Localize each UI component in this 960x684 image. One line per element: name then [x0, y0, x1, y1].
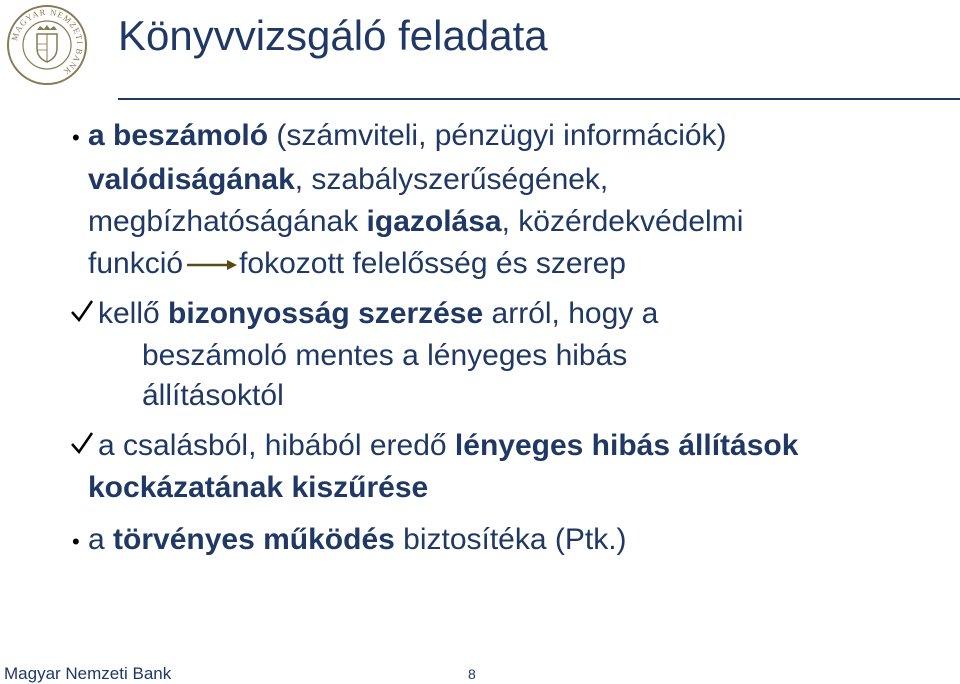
bullet-2-line-1 — [88, 520, 627, 560]
bullet-1-text-2: , szabályszerűségének, — [294, 163, 609, 196]
bullet-1-text-3a: megbízhatóságának — [88, 205, 367, 238]
bullet-dot: • — [72, 125, 80, 150]
title-underline — [118, 98, 960, 100]
page-title: Könyvvizsgáló feladata — [118, 12, 548, 59]
mnb-logo — [6, 4, 88, 86]
bullet-dot: • — [72, 529, 80, 554]
bullet-1-line-1 — [88, 116, 727, 156]
check-1-line-1 — [98, 294, 658, 334]
checkmark-icon — [70, 298, 94, 324]
footer-org: Magyar Nemzeti Bank — [4, 664, 172, 683]
check-1-text-1a: kellő — [98, 297, 169, 330]
bullet-1-text-4a: funkció — [88, 247, 184, 280]
check-1-line-2: beszámoló mentes a lényeges hibás — [142, 339, 628, 372]
check-1-line-3: állításoktól — [142, 379, 284, 412]
checkmark-icon — [70, 430, 94, 456]
bullet-1-text-1: (számviteli, pénzügyi információk) — [268, 119, 727, 152]
bullet-1-text-3: , közérdekvédelmi — [501, 205, 744, 238]
bullet-1-line-3 — [88, 202, 743, 242]
bullet-1-bold-3: igazolása — [366, 205, 502, 238]
bullet-1-line-2 — [88, 160, 608, 200]
check-2-bold-2: kockázatának kiszűrése — [88, 471, 429, 504]
bullet-1-bold-1: a beszámoló — [88, 119, 269, 152]
check-2-line-2 — [88, 468, 428, 508]
bullet-2-text-rest: biztosítéka (Ptk.) — [394, 523, 627, 556]
check-1-bold-1: bizonyosság szerzése — [168, 297, 484, 330]
bullet-2-bold: törvényes működés — [113, 523, 395, 556]
check-1-text-1: arról, hogy a — [483, 297, 659, 330]
check-2-bold-1: lényeges hibás állítások — [454, 429, 799, 462]
logo-text: MAGYAR NEMZETI BANK — [9, 6, 86, 78]
page-number: 8 — [468, 666, 476, 682]
bullet-1-line-4 — [88, 244, 626, 284]
bullet-1-bold-2: valódiságának — [88, 163, 295, 196]
bullet-1-text-4b: fokozott felelősség és szerep — [239, 247, 626, 280]
bullet-2-text-a: a — [88, 523, 114, 556]
check-2-text-1a: a csalásból, hibából eredő — [98, 429, 455, 462]
check-2-line-1 — [98, 426, 798, 466]
right-arrow-icon — [187, 255, 237, 275]
